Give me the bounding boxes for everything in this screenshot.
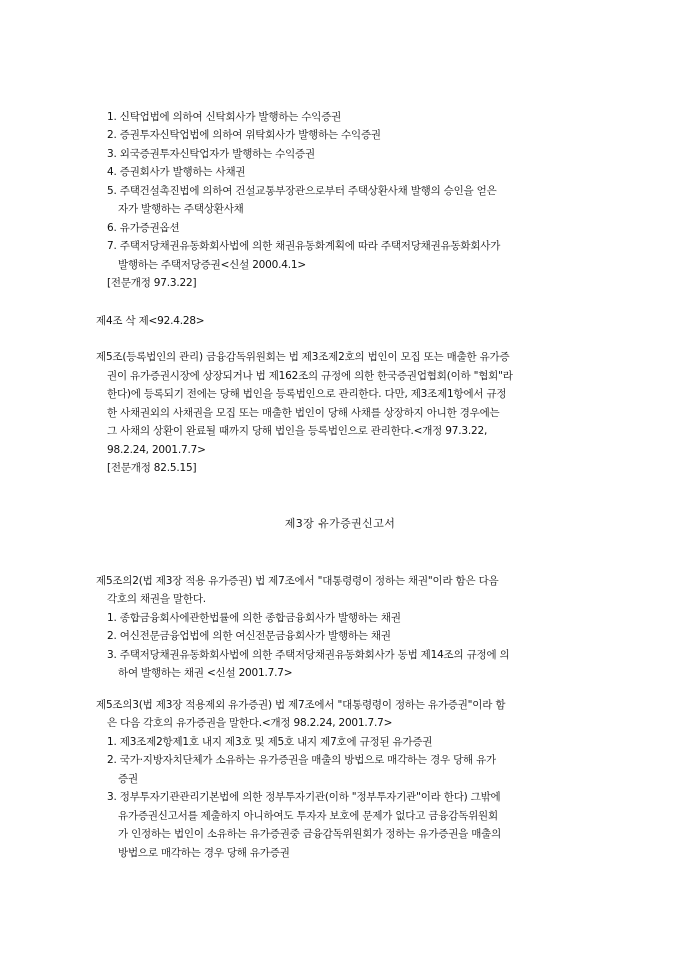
- article-5-heading: 제5조(등록법인의 관리) 금융감독위원회는 법 제3조제2호의 법인이 모집 또는 매출한 유가증: [96, 351, 510, 363]
- list-item: 2. 여신전문금융업법에 의한 여신전문금융회사가 발행하는 채권: [107, 630, 391, 642]
- article-4: 제4조 삭 제<92.4.28>: [96, 315, 205, 327]
- revision-note: [전문개정 97.3.22]: [107, 277, 197, 289]
- article-5-3-heading: 제5조의3(법 제3장 적용제외 유가증권) 법 제7조에서 "대통령령이 정하는 유가증권"이라 함: [96, 699, 506, 711]
- revision-note: [전문개정 82.5.15]: [107, 462, 197, 474]
- list-item: 2. 증권투자신탁업법에 의하여 위탁회사가 발행하는 수익증권: [107, 129, 381, 141]
- list-item: 4. 증권회사가 발행하는 사채권: [107, 166, 246, 178]
- article-5-text: 98.2.24, 2001.7.7>: [107, 444, 206, 456]
- list-item-continuation: 가 인정하는 법인이 소유하는 유가증권중 금융감독위원회가 정하는 유가증권을 매출의: [118, 828, 502, 840]
- list-item-continuation: 발행하는 주택저당증권<신설 2000.4.1>: [118, 259, 306, 271]
- list-item-continuation: 증권: [118, 773, 138, 785]
- article-5-text: 권이 유가증권시장에 상장되거나 법 제162조의 규정에 의한 한국증권업협회(이하 "협회"라: [107, 370, 513, 382]
- list-item: 6. 유가증권옵션: [107, 222, 180, 234]
- list-item-continuation: 유가증권신고서를 제출하지 아니하여도 투자자 보호에 문제가 없다고 금융감독위원회: [118, 810, 498, 822]
- list-item-continuation: 방법으로 매각하는 경우 당해 유가증권: [118, 847, 290, 859]
- article-5-2-text: 각호의 채권을 말한다.: [107, 593, 206, 605]
- list-item: 1. 종합금융회사에관한법률에 의한 종합금융회사가 발행하는 채권: [107, 612, 401, 624]
- article-5-text: 한다)에 등록되기 전에는 당해 법인을 등록법인으로 관리한다. 다만, 제3조제1항에서 규정: [107, 388, 507, 400]
- chapter-title: 제3장 유가증권신고서: [284, 517, 396, 530]
- list-item-continuation: 하여 발행하는 채권 <신설 2001.7.7>: [118, 667, 293, 679]
- list-item-continuation: 자가 발행하는 주택상환사채: [118, 203, 244, 215]
- article-5-text: 그 사채의 상환이 완료될 때까지 당해 법인을 등록법인으로 관리한다.<개정 97.3.22,: [107, 425, 488, 437]
- article-5-3-text: 은 다음 각호의 유가증권을 말한다.<개정 98.2.24, 2001.7.7>: [107, 717, 393, 729]
- list-item: 5. 주택건설촉진법에 의하여 건설교통부장관으로부터 주택상환사채 발행의 승인을 얻은: [107, 185, 497, 197]
- list-item: 3. 정부투자기관관리기본법에 의한 정부투자기관(이하 "정부투자기관"이라 한다) 그밖에: [107, 791, 501, 803]
- list-item: 2. 국가·지방자치단체가 소유하는 유가증권을 매출의 방법으로 매각하는 경우 당해 유가: [107, 754, 496, 766]
- list-item: 7. 주택저당채권유동화회사법에 의한 채권유동화계획에 따라 주택저당채권유동화회사가: [107, 240, 501, 252]
- list-item: 1. 신탁업법에 의하여 신탁회사가 발행하는 수익증권: [107, 111, 342, 123]
- list-item: 3. 주택저당채권유동화회사법에 의한 주택저당채권유동화회사가 동법 제14조의 규정에 의: [107, 649, 510, 661]
- list-item: 1. 제3조제2항제1호 내지 제3호 및 제5호 내지 제7호에 규정된 유가증권: [107, 736, 433, 748]
- article-5-text: 한 사채권외의 사채권을 모집 또는 매출한 법인이 당해 사채를 상장하지 아니한 경우에는: [107, 407, 500, 419]
- list-item: 3. 외국증권투자신탁업자가 발행하는 수익증권: [107, 148, 315, 160]
- article-5-2-heading: 제5조의2(법 제3장 적용 유가증권) 법 제7조에서 "대통령령이 정하는 채권"이라 함은 다음: [96, 575, 499, 587]
